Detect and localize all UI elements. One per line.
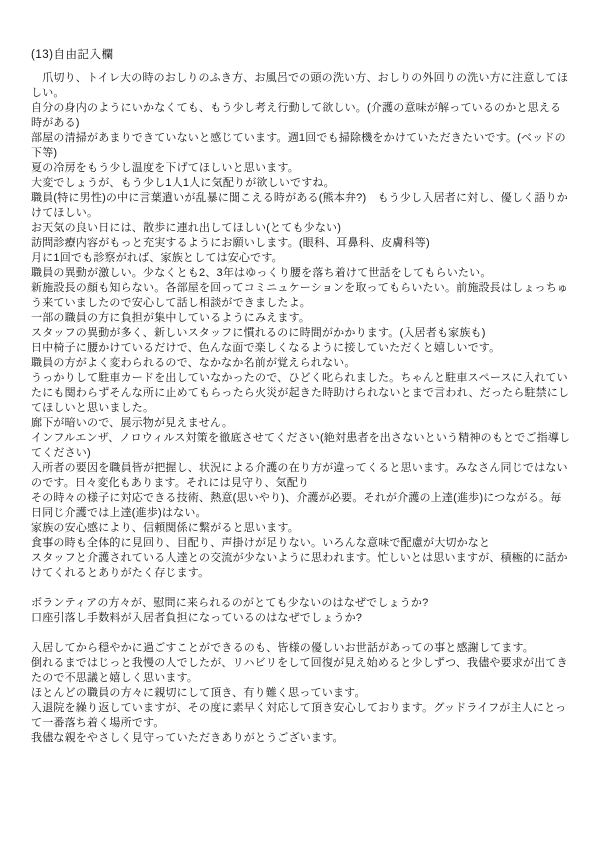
comment-line: 自分の身内のようにいかなくても、もう少し考え行動して欲しい。(介護の意味が解っているのかと思える時がある) — [31, 102, 562, 129]
comment-line: 職員の異動が激しい。少なくとも2、3年はゆっくり腰を落ち着けて世話をしてもらいたい。 — [31, 267, 492, 279]
comment-line: 職員(特に男性)の中に言葉遣いが乱暴に聞こえる時がある(熊本弁?) もう少し入居者に対し、優しく語りかけてほしい。 — [31, 192, 568, 219]
comment-line: 倒れるまではじっと我慢の人でしたが、リハビリをして回復が見え始めると少しずつ、我儘や要求が出てきたので不思議と嬉しく思います。 — [31, 657, 568, 684]
comment-line: 廊下が暗いので、展示物が見えません。 — [31, 417, 234, 429]
comment-line: 職員の方がよく変わられるので、なかなか名前が覚えられない。 — [31, 357, 356, 369]
comment-line: スタッフの異動が多く、新しいスタッフに慣れるのに時間がかかります。(入居者も家族も) — [31, 327, 486, 339]
comment-line: 食事の時も全体的に見回り、目配り、声掛けが足りない。いろんな意味で配慮が大切かなと — [31, 537, 491, 549]
comment-line: うっかりして駐車カードを出していなかったので、ひどく叱られました。ちゃんと駐車スペースに入れていたにも関わらずそんな所に止めてもらったら火災が起きた時助けられないとまで言われ、だったら駐禁にしてほしいと思いました。 — [31, 372, 570, 414]
comment-line: 大変でしょうが、もう少し1人1人に気配りが欲しいですね。 — [31, 177, 335, 189]
comment-line: 我儘な親をやさしく見守っていただきありがとうございます。 — [31, 732, 344, 744]
comments-list — [31, 71, 572, 746]
comment-line: 訪問診療内容がもっと充実するようにお願いします。(眼科、耳鼻科、皮膚科等) — [31, 237, 430, 249]
comment-line: 家族の安心感により、信頼関係に繋がると思います。 — [31, 522, 299, 534]
comment-line: 入所者の要因を職員皆が把握し、状況による介護の在り方が違ってくると思います。みなさん同じではないのです。日々変化もあります。それには見守り、気配り — [31, 462, 568, 489]
comment-line: その時々の様子に対応できる技術、熱意(思いやり)、介護が必要。それが介護の上達(進歩)につながる。毎日同じ介護では上達(進歩)はない。 — [31, 492, 562, 519]
comment-line: スタッフと介護されている人達との交流が少ないように思われます。忙しいとは思いますが、積極的に話かけてくれるとありがたく存じます。 — [31, 552, 568, 579]
comment-line: 夏の冷房をもう少し温度を下げてほしいと思います。 — [31, 162, 299, 174]
comment-line: ボランティアの方々が、慰問に来られるのがとても少ないのはなぜでしょうか? — [31, 597, 429, 609]
comment-line: 口座引落し手数料が入居者負担になっているのはなぜでしょうか? — [31, 612, 363, 624]
comment-line: インフルエンザ、ノロウィルス対策を徹底させてください(絶対患者を出さないという精神のもとでご指導してください) — [31, 432, 571, 459]
comment-line: 入居してから穏やかに過ごすことができるのも、皆様の優しいお世話があっての事と感謝してます。 — [31, 642, 535, 654]
comment-line: 月に1回でも診察がれば、家族としては安心です。 — [31, 252, 283, 264]
comment-line: 部屋の清掃があまりできていないと感じています。週1回でも掃除機をかけていただきたいです。(ベッドの下等) — [31, 132, 566, 159]
blank-line — [31, 626, 572, 641]
comment-line: ほとんどの職員の方々に親切にして頂き、有り難く思っています。 — [31, 687, 366, 699]
blank-line — [31, 581, 572, 596]
free-response-section — [31, 47, 572, 746]
comment-line: 爪切り、トイレ大の時のおしりのふき方、お風呂での頭の洗い方、おしりの外回りの洗い方に注意してほしい。 — [31, 72, 569, 99]
section-title: (13)自由記入欄 — [31, 49, 114, 61]
comment-line: 入退院を繰り返していますが、その度に素早く対応して頂き安心しております。グッドライフが主人にとって一番落ち着く場所です。 — [31, 702, 567, 729]
comment-line: お天気の良い日には、散歩に連れ出してほしい(とても少ない) — [31, 222, 342, 234]
comment-line: 新施設長の顔も知らない。各部屋を回ってコミニュケーションを取ってもらいたい。前施設長はしょっちゅう来ていましたので安心して話し相談ができましたよ。 — [31, 282, 569, 309]
comment-line: 日中椅子に腰かけているだけで、色んな面で楽しくなるように接していただくと嬉しいです。 — [31, 342, 501, 354]
comment-line: 一部の職員の方に負担が集中しているようにみえます。 — [31, 312, 311, 324]
